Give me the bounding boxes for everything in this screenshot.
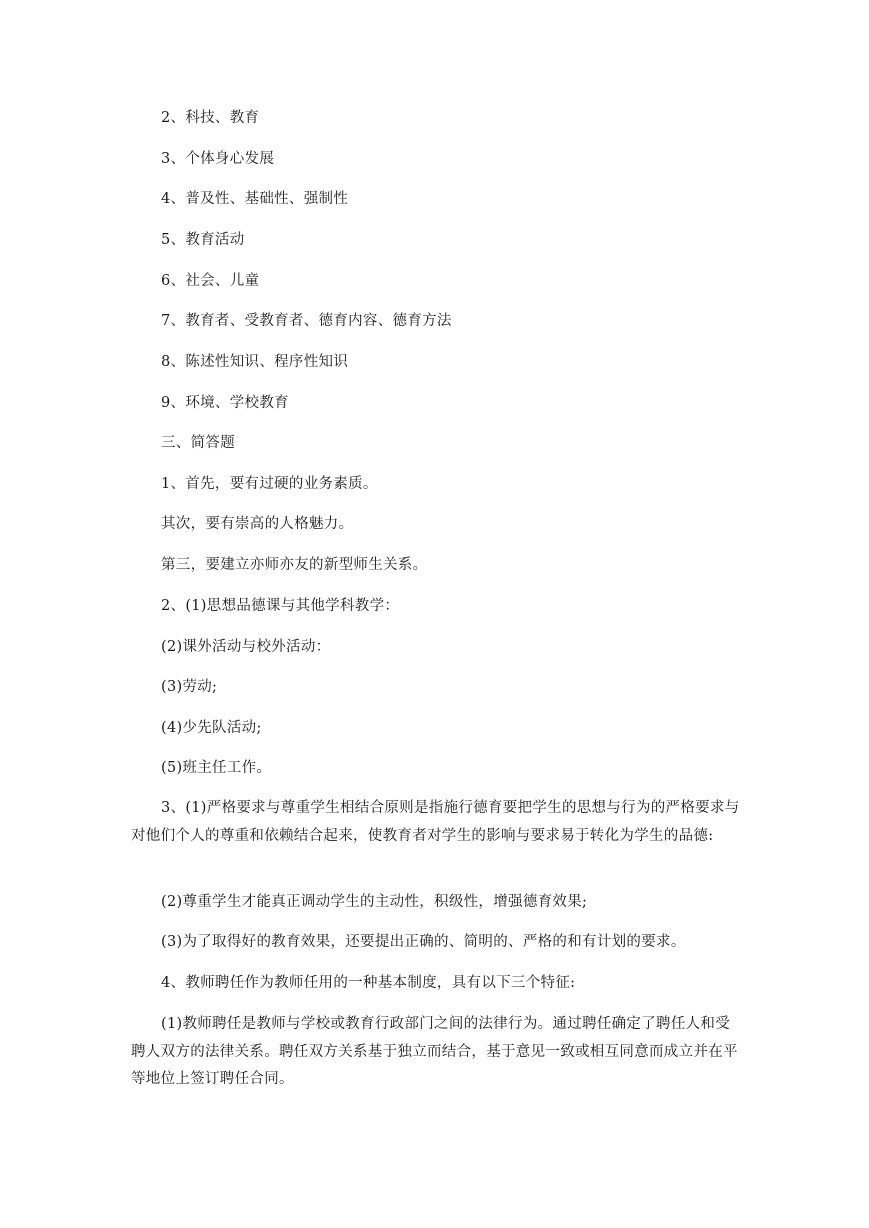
short-answer-3-para-2 [131, 889, 743, 917]
paragraph-text: 3、(1)严格要求与尊重学生相结合原则是指施行德育要把学生的思想与行为的严格要求与对他们个人的尊重和依赖结合起来，使教育者对学生的影响与要求易于转化为学生的品德: [131, 800, 740, 844]
short-answer-4-para-1 [131, 1011, 743, 1094]
short-answer-2-item-2: (2)课外活动与校外活动： [161, 639, 331, 655]
paragraph-text: 4、教师聘任作为教师任用的一种基本制度，具有以下三个特征: [161, 975, 576, 991]
answer-line-6: 6、社会、儿童 [161, 273, 260, 289]
short-answer-2-item-3: (3)劳动; [161, 679, 218, 695]
short-answer-2-item-5: (5)班主任工作。 [161, 760, 272, 776]
short-answer-1-line-2: 其次，要有崇高的人格魅力。 [161, 516, 354, 532]
short-answer-1-line-1: 1、首先，要有过硬的业务素质。 [161, 476, 378, 492]
paragraph-text: (1)教师聘任是教师与学校或教育行政部门之间的法律行为。通过聘任确定了聘任人和受聘人双方的法律关系。聘任双方关系基于独立而结合，基于意见一致或相互同意而成立并在平等地位上签订聘任合同。 [131, 1016, 738, 1087]
short-answer-3-para-1 [131, 795, 743, 850]
answer-line-4: 4、普及性、基础性、强制性 [161, 191, 349, 207]
paragraph-text: (2)尊重学生才能真正调动学生的主动性，积级性，增强德育效果; [161, 894, 588, 910]
answer-line-5: 5、教育活动 [161, 232, 245, 248]
section-heading: 三、简答题 [161, 435, 235, 451]
short-answer-3-para-3 [131, 929, 743, 957]
short-answer-2-item-1: 2、(1)思想品德课与其他学科教学： [161, 598, 400, 614]
answer-line-8: 8、陈述性知识、程序性知识 [161, 354, 349, 370]
short-answer-1-line-3: 第三，要建立亦师亦友的新型师生关系。 [161, 557, 428, 573]
answer-line-9: 9、环境、学校教育 [161, 395, 289, 411]
paragraph-text: (3)为了取得好的教育效果，还要提出正确的、简明的、严格的和有计划的要求。 [161, 934, 686, 950]
short-answer-2-item-4: (4)少先队活动; [161, 720, 262, 736]
answer-line-3: 3、个体身心发展 [161, 151, 275, 167]
answer-line-2: 2、科技、教育 [161, 110, 260, 126]
short-answer-4-intro [131, 970, 743, 998]
answer-line-7: 7、教育者、受教育者、德育内容、德育方法 [161, 313, 452, 329]
